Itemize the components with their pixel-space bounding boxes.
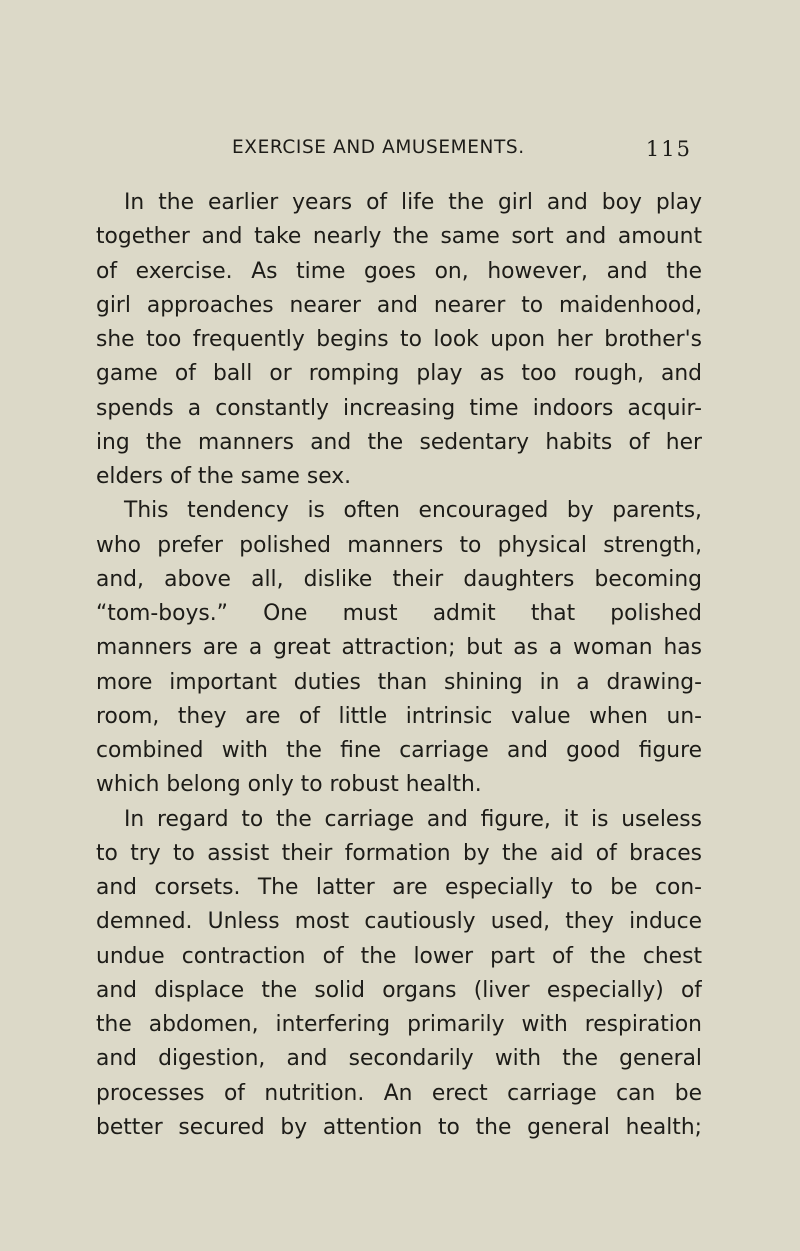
- text-line: manners are a great attraction; but as a woman has: [96, 635, 702, 661]
- running-head: [150, 137, 700, 167]
- text-line: spends a constantly increasing time indoors acquir-: [96, 395, 702, 421]
- text-line: game of ball or romping play as too rough, and: [96, 361, 702, 387]
- text-line: the abdomen, interfering primarily with respiration: [96, 1012, 702, 1037]
- text-line: to try to assist their formation by the aid of braces: [96, 840, 702, 866]
- text-line: combined with the fine carriage and good figure: [96, 738, 702, 763]
- text-line: who prefer polished manners to physical strength,: [96, 532, 702, 558]
- text-line: In the earlier years of life the girl and boy play: [124, 190, 702, 215]
- text-line: of exercise. As time goes on, however, and the: [96, 258, 702, 284]
- text-line: demned. Unless most cautiously used, they induce: [96, 909, 702, 935]
- running-title: EXERCISE AND AMUSEMENTS.: [232, 137, 525, 158]
- text-line: room, they are of little intrinsic value when un-: [96, 703, 702, 729]
- text-line: This tendency is often encouraged by parents,: [124, 498, 702, 524]
- text-line: and, above all, dislike their daughters becoming: [96, 566, 702, 592]
- text-line: processes of nutrition. An erect carriage can be: [96, 1080, 702, 1106]
- text-line: which belong only to robust health.: [96, 772, 482, 798]
- text-line: more important duties than shining in a drawing-: [96, 669, 702, 695]
- text-line: ing the manners and the sedentary habits of her: [96, 429, 702, 455]
- text-line: In regard to the carriage and figure, it is useless: [124, 806, 702, 832]
- text-line: “tom-boys.” One must admit that polished: [96, 601, 702, 626]
- page-number: 115: [645, 137, 692, 161]
- text-line: girl approaches nearer and nearer to maidenhood,: [96, 292, 702, 318]
- body-text: [96, 186, 702, 1145]
- text-line: better secured by attention to the general health;: [96, 1114, 702, 1140]
- text-line: undue contraction of the lower part of the chest: [96, 943, 702, 969]
- text-line: and corsets. The latter are especially to be con-: [96, 875, 702, 900]
- text-line: elders of the same sex.: [96, 464, 352, 489]
- text-line: and displace the solid organs (liver especially) of: [96, 977, 702, 1003]
- text-line: together and take nearly the same sort and amount: [96, 224, 702, 250]
- text-line: she too frequently begins to look upon her brother's: [96, 327, 702, 352]
- text-line: and digestion, and secondarily with the general: [96, 1046, 702, 1072]
